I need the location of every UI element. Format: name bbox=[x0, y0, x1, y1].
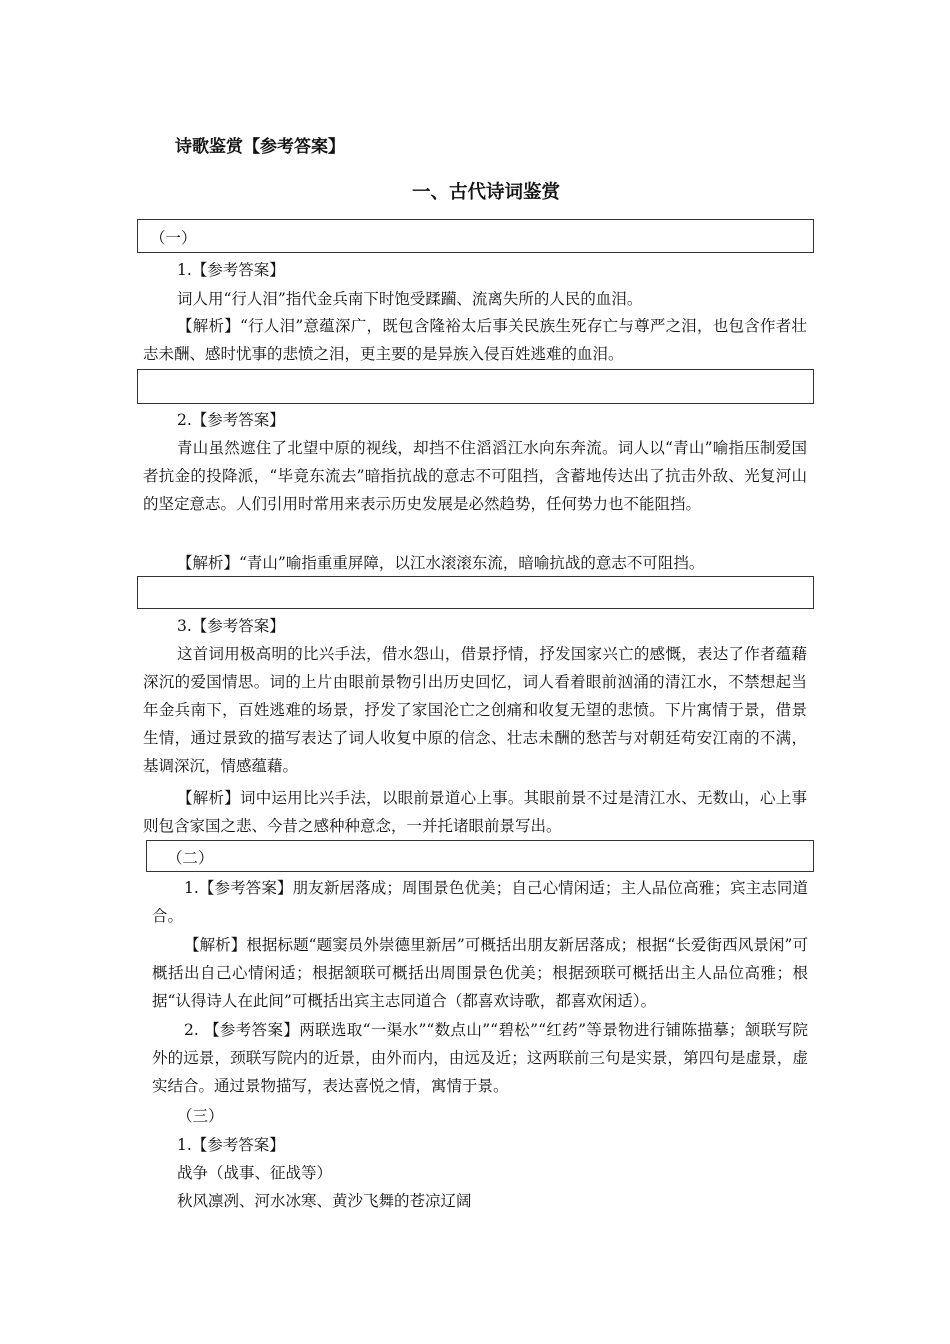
blank-box-2 bbox=[137, 576, 814, 609]
p2-q1-analysis: 【解析】根据标题“题窦员外崇德里新居”可概括出朋友新居落成；根据“长爱街西风景闲”可概括出自己心情闲适；根据颔联可概括出周围景色优美；根据颈联可概括出主人品位高雅；根据“认得诗人在此间”可概括出宾主志同道合（都喜欢诗歌，都喜欢闲适）。 bbox=[152, 936, 808, 1010]
document-title: 诗歌鉴赏【参考答案】 bbox=[175, 137, 345, 157]
part-2-label: （二） bbox=[167, 849, 214, 867]
p3-q1-line1: 战争（战事、征战等） bbox=[177, 1164, 333, 1182]
p1-q1-answer: 词人用“行人泪”指代金兵南下时饱受蹂躏、流离失所的人民的血泪。 bbox=[177, 290, 643, 308]
p1-q1-label: 1.【参考答案】 bbox=[177, 261, 285, 279]
p3-q1-line2: 秋风凛冽、河水冰寒、黄沙飞舞的苍凉辽阔 bbox=[177, 1192, 472, 1210]
p2-q1-answer: 1.【参考答案】朋友新居落成；周围景色优美；自己心情闲适；主人品位高雅；宾主志同道合。 bbox=[152, 879, 808, 925]
section-title: 一、古代诗词鉴赏 bbox=[411, 182, 560, 203]
p3-q1-label: 1.【参考答案】 bbox=[177, 1136, 285, 1154]
p1-q2-answer: 青山虽然遮住了北望中原的视线，却挡不住滔滔江水向东奔流。词人以“青山”喻指压制爱国者抗金的投降派，“毕竟东流去”暗指抗战的意志不可阻挡，含蓄地传达出了抗击外敌、光复河山的坚定意志。人们引用时常用来表示历史发展是必然趋势，任何势力也不能阻挡。 bbox=[143, 439, 807, 513]
p1-q2-label: 2.【参考答案】 bbox=[177, 411, 285, 429]
p1-q2-analysis: 【解析】“青山”喻指重重屏障，以江水滚滚东流，暗喻抗战的意志不可阻挡。 bbox=[177, 554, 705, 572]
part-1-header-box bbox=[137, 219, 814, 253]
p1-q1-analysis: 【解析】“行人泪”意蕴深广，既包含隆裕太后事关民族生死存亡与尊严之泪，也包含作者壮志未酬、感时忧事的悲愤之泪，更主要的是异族入侵百姓逃难的血泪。 bbox=[143, 317, 807, 363]
p1-q3-answer: 这首词用极高明的比兴手法，借水怨山，借景抒情，抒发国家兴亡的感慨，表达了作者蕴藉深沉的爱国情思。词的上片由眼前景物引出历史回忆，词人看着眼前汹涌的清江水，不禁想起当年金兵南下，百姓逃难的场景，抒发了家国沦亡之创痛和收复无望的悲愤。下片寓情于景，借景生情，通过景致的描写表达了词人收复中原的信念、壮志未酬的愁苦与对朝廷苟安江南的不满，基调深沉，情感蕴藉。 bbox=[143, 645, 807, 775]
blank-box-1 bbox=[137, 369, 814, 404]
p2-q2-answer: 2. 【参考答案】两联选取“一渠水”“数点山”“碧松”“红药”等景物进行铺陈描摹；颔联写院外的远景，颈联写院内的近景，由外而内，由远及近；这两联前三句是实景，第四句是虚景，虚实结合。通过景物描写，表达喜悦之情，寓情于景。 bbox=[152, 1021, 808, 1095]
p1-q3-label: 3.【参考答案】 bbox=[177, 617, 285, 635]
part-3-label: （三） bbox=[177, 1107, 224, 1125]
p1-q3-analysis: 【解析】词中运用比兴手法，以眼前景道心上事。其眼前景不过是清江水、无数山，心上事则包含家国之悲、今昔之感种种意念，一并托诸眼前景写出。 bbox=[143, 789, 807, 835]
part-2-header-box bbox=[146, 840, 814, 872]
part-1-label: （一） bbox=[150, 229, 197, 247]
